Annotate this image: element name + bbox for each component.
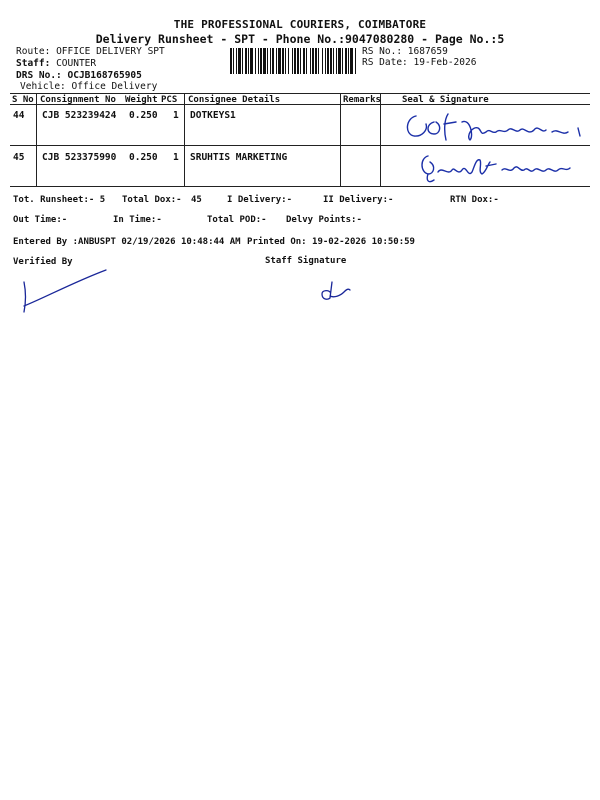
total-dox-label: Total Dox:- <box>122 195 182 205</box>
row2-weight: 0.250 <box>129 152 158 163</box>
col-header-consignment: Consignment No <box>40 95 116 105</box>
staff-line <box>16 58 96 69</box>
route-label: Route: <box>16 46 51 57</box>
drs-label: DRS No.: <box>16 70 62 81</box>
in-time: In Time:- <box>113 215 162 225</box>
route-value: OFFICE DELIVERY SPT <box>56 46 165 57</box>
col-header-weight: Weight <box>125 95 158 105</box>
total-pod: Total POD:- <box>207 215 267 225</box>
staff-value: COUNTER <box>56 58 97 69</box>
delvy-points: Delvy Points:- <box>286 215 362 225</box>
ii-delivery: II Delivery:- <box>323 195 394 205</box>
col-header-pcs: PCS <box>161 95 178 105</box>
row2-handwritten-signature <box>418 150 583 190</box>
row2-consignment: CJB 523375990 <box>42 152 117 163</box>
col-divider-1 <box>36 93 37 186</box>
i-delivery: I Delivery:- <box>227 195 293 205</box>
total-dox-value: 45 <box>191 195 202 205</box>
out-time: Out Time:- <box>13 215 68 225</box>
drs-value: OCJB168765905 <box>67 70 142 81</box>
rs-no-line <box>362 46 448 57</box>
route-line <box>16 46 165 57</box>
row1-consignment: CJB 523239424 <box>42 110 117 121</box>
col-divider-2 <box>184 93 185 186</box>
row2-sno: 45 <box>13 152 25 163</box>
barcode <box>230 48 358 74</box>
entered-by: Entered By :ANBUSPT 02/19/2026 10:48:44 AM <box>13 237 241 247</box>
row2-pcs: 1 <box>173 152 179 163</box>
rs-date-value: 19-Feb-2026 <box>413 57 477 68</box>
runsheet-subtitle: Delivery Runsheet - SPT - Phone No.:9047080280 - Page No.:5 <box>95 32 505 46</box>
barcode-bar <box>355 48 356 74</box>
rtn-dox: RTN Dox:- <box>450 195 499 205</box>
row1-weight: 0.250 <box>129 110 158 121</box>
staff-label: Staff: <box>16 58 51 69</box>
table-top-border <box>10 93 590 94</box>
col-header-consignee: Consignee Details <box>188 95 281 105</box>
col-divider-3 <box>340 93 341 186</box>
verified-by-label: Verified By <box>13 257 73 267</box>
row2-consignee: SRUHTIS MARKETING <box>190 152 288 163</box>
staff-signature-label: Staff Signature <box>265 256 347 266</box>
vehicle-value: Office Delivery <box>71 81 158 92</box>
rs-date-line <box>362 57 476 68</box>
col-divider-4 <box>380 93 381 186</box>
col-header-sno: S No <box>12 95 34 105</box>
rs-date-label: RS Date: <box>362 57 408 68</box>
rs-no-label: RS No.: <box>362 46 403 57</box>
verifier-signature <box>14 266 114 316</box>
row1-pcs: 1 <box>173 110 179 121</box>
row1-handwritten-signature <box>400 106 595 146</box>
row1-consignee: DOTKEYS1 <box>190 110 236 121</box>
rs-no-value: 1687659 <box>407 46 448 57</box>
tot-runsheet: Tot. Runsheet:- 5 <box>13 195 106 205</box>
vehicle-label: Vehicle: <box>20 81 66 92</box>
row1-sno: 44 <box>13 110 25 121</box>
drs-line <box>16 70 142 81</box>
printed-on: Printed On: 19-02-2026 10:50:59 <box>247 237 415 247</box>
col-header-seal-signature: Seal & Signature <box>402 95 489 105</box>
company-title: THE PROFESSIONAL COURIERS, COIMBATORE <box>173 18 427 31</box>
col-header-remarks: Remarks <box>343 95 381 105</box>
staff-handwritten-signature <box>318 278 358 304</box>
vehicle-line <box>20 81 157 92</box>
